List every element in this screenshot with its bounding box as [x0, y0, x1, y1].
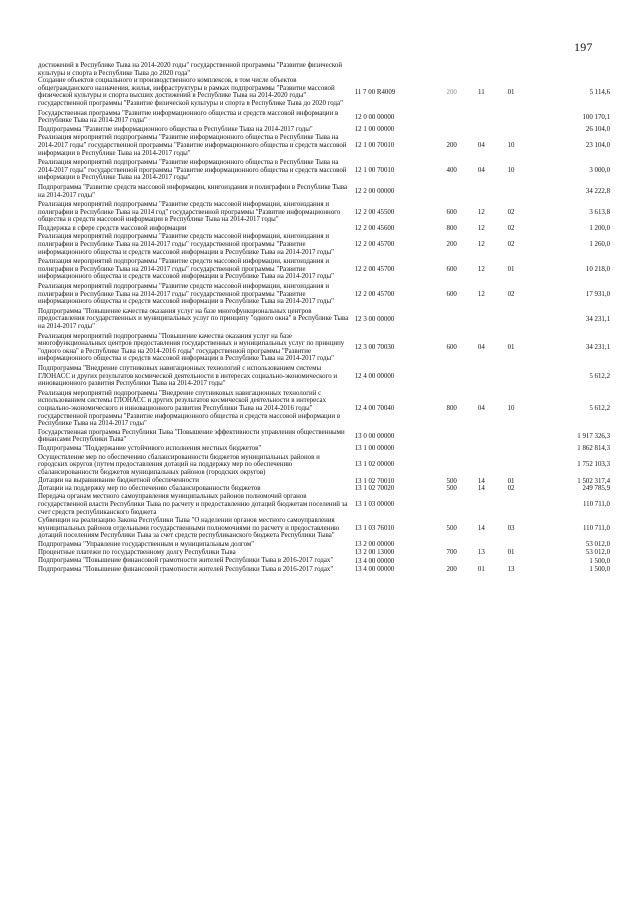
row-subsection: 02: [507, 290, 515, 298]
row-subsection: 02: [507, 241, 515, 249]
row-name: Подпрограмма "Развитие информационного общества в Республике Тыва на 2014-2017 годы": [38, 125, 313, 133]
row-name: Реализация мероприятий подпрограммы "Развитие средств массовой информации, книгоиздания и полиграфии в Республике Тыва на 2014 год" государственной программы "Развитие информационного общества и средств массовой информации в Республике Тыва на 2014-2017 годы": [38, 201, 341, 224]
row-name: Реализация мероприятий подпрограммы "Развитие средств массовой информации, книгоиздания и полиграфии в Республике Тыва на 2014-2017 годы" государственной программы "Развитие информационного общества и средств массовой информации в Республике Тыва на 2014-2017 годы": [38, 233, 334, 256]
table-row: [38, 77, 610, 107]
row-section: 04: [477, 167, 485, 175]
row-code: 13 0 00 00000: [354, 432, 395, 440]
row-code: 13 1 02 00000: [354, 461, 395, 469]
row-amount: 53 012,0: [585, 548, 611, 556]
row-name: Государственная программа "Развитие информационного общества и средств массовой информации в Республике Тыва на 2014-2017 годы": [38, 109, 339, 125]
row-amount: 34 231,1: [585, 315, 611, 323]
row-amount: 249 785,9: [582, 485, 611, 493]
row-section: 04: [477, 405, 485, 413]
row-amount: 23 104,0: [585, 142, 611, 150]
row-section: 04: [477, 344, 485, 352]
table-row: [38, 429, 610, 444]
row-code: 13 4 00 00000: [354, 557, 395, 565]
row-section: 14: [477, 477, 485, 485]
row-amount: 1 917 326,3: [577, 432, 611, 440]
table-row: [38, 110, 610, 125]
row-section: 04: [477, 142, 485, 150]
row-subsection: 02: [507, 208, 515, 216]
row-section: 13: [477, 548, 485, 556]
row-name: Реализация мероприятий подпрограммы "Повышение качества оказания услуг на базе многофункциональных центров предоставления государственных и муниципальных услуг по принципу "одного окна" в Республике Тыва на 2014-2016 годы" государственной программы "Развитие информационного общества и средств массовой информации в Республике Тыва на 2014-2017 годы": [38, 332, 345, 363]
row-expense-type: 200: [446, 142, 457, 150]
row-amount: 1 260,0: [589, 241, 611, 249]
row-amount: 3 613,8: [589, 208, 611, 216]
table-row: [38, 365, 610, 388]
table-row: [38, 225, 610, 233]
row-name: Осуществление мер по обеспечению сбалансированности бюджетов муниципальных районов и городских округов (путем предоставления дотаций на поддержку мер по обеспечению сбалансированности бюджетов муниципальных районов (городских округов): [38, 453, 320, 476]
row-amount: 100 170,1: [582, 113, 611, 121]
row-expense-type: 600: [446, 344, 457, 352]
row-expense-type: 500: [446, 525, 457, 533]
row-code: 12 1 00 70010: [354, 142, 395, 150]
row-amount: 1 500,0: [589, 566, 611, 574]
row-name: Реализация мероприятий подпрограммы "Развитие информационного общества в Республике Тыва на 2014-2017 годы" государственной программы "Развитие информационного общества и средств массовой информации в Республике Тыва на 2014-2017 годы": [38, 134, 347, 157]
row-code: 12 2 00 45700: [354, 266, 395, 274]
row-code: 12 4 00 00000: [354, 372, 395, 380]
table-row: [38, 390, 610, 428]
row-section: 12: [477, 208, 485, 216]
row-section: 11: [478, 88, 485, 96]
row-amount: 1 500,0: [589, 557, 611, 565]
row-name: Государственная программа Республики Тыва "Повышение эффективности управления общественными финансами Республики Тыва": [38, 428, 345, 444]
row-code: 13 1 03 00000: [354, 501, 395, 509]
table-row: [38, 517, 610, 540]
row-amount: 26 104,0: [585, 126, 611, 134]
row-expense-type: 700: [446, 548, 457, 556]
table-row: [38, 566, 610, 574]
row-section: 14: [477, 525, 485, 533]
budget-table: [38, 62, 610, 573]
row-amount: 1 502 317,4: [577, 477, 611, 485]
table-row: [38, 258, 610, 281]
table-row: [38, 333, 610, 363]
row-amount: 5 612,2: [589, 372, 611, 380]
table-row: [38, 485, 610, 493]
row-expense-type: 200: [446, 88, 457, 96]
row-name: Подпрограмма "Повышение качества оказания услуг на базе многофункциональных центров предоставления государственных и муниципальных услуг по принципу "одного окна" в Республике Тыва на 2014-2017 годы": [38, 307, 349, 330]
row-amount: 1 862 814,3: [577, 445, 611, 453]
row-expense-type: 500: [446, 477, 457, 485]
table-row: [38, 134, 610, 157]
table-row: [38, 454, 610, 477]
row-amount: 5 114,6: [589, 88, 611, 96]
row-section: 12: [477, 290, 485, 298]
row-subsection: 02: [507, 485, 515, 493]
table-row: [38, 233, 610, 256]
row-subsection: 02: [507, 225, 515, 233]
row-name: Подпрограмма "Поддержание устойчивого исполнения местных бюджетов": [38, 444, 262, 452]
row-name: Передача органам местного самоуправления муниципальных районов полномочий органов государственной власти Республики Тыва по расчету и предоставлению дотаций бюджетам поселений за счет средств республиканского бюджета: [38, 493, 348, 516]
row-code: 13 2 00 13000: [354, 548, 395, 556]
row-expense-type: 500: [446, 485, 457, 493]
row-name: Реализация мероприятий подпрограммы "Внедрение спутниковых навигационных технологий с использованием системы ГЛОНАСС и других результатов космической деятельности в интересах социально-экономического и инновационного развития Республики Тыва на 2014-2016 годы" государственной программы "Развитие информационного общества и средств массовой информации в Республике Тыва на 2014-2017 годы": [38, 389, 341, 428]
table-row: [38, 477, 610, 485]
row-subsection: 13: [507, 566, 515, 574]
row-amount: 110 711,0: [582, 501, 611, 509]
row-code: 12 2 00 45500: [354, 208, 395, 216]
row-expense-type: 200: [446, 241, 457, 249]
table-row: [38, 62, 610, 77]
table-row: [38, 126, 610, 134]
row-section: 12: [477, 266, 485, 274]
row-amount: 5 612,2: [589, 405, 611, 413]
row-code: 11 7 00 R4009: [354, 88, 396, 96]
row-subsection: 01: [507, 548, 515, 556]
row-name: Реализация мероприятий подпрограммы "Развитие информационного общества в Республике Тыва на 2014-2017 годы" государственной программы "Развитие информационного общества и средств массовой информации в Республике Тыва на 2014-2017 годы": [38, 159, 347, 182]
row-section: 01: [477, 566, 485, 574]
row-subsection: 03: [507, 525, 515, 533]
row-code: 12 1 00 70010: [354, 167, 395, 175]
row-name: Подпрограмма "Повышение финансовой грамотности жителей Республики Тыва в 2016-2017 годах": [38, 565, 334, 573]
row-name: достижений в Республике Тыва на 2014-2020 годы" государственной программы "Развитие физической культуры и спорта в Республике Тыва до 2020 года": [38, 62, 343, 77]
row-name: Дотации на поддержку мер по обеспечению сбалансированности бюджетов: [38, 484, 261, 492]
row-expense-type: 200: [446, 566, 457, 574]
row-expense-type: 600: [446, 208, 457, 216]
row-code: 13 1 00 00000: [354, 445, 395, 453]
row-subsection: 01: [507, 344, 515, 352]
row-amount: 10 218,0: [585, 266, 611, 274]
row-code: 12 2 00 45600: [354, 225, 395, 233]
row-code: 12 2 00 45700: [354, 241, 395, 249]
row-name: Реализация мероприятий подпрограммы "Развитие средств массовой информации, книгоиздания и полиграфии в Республике Тыва на 2014-2017 годы" государственной программы "Развитие информационного общества и средств массовой информации в Республике Тыва на 2014-2017 годы": [38, 283, 334, 306]
row-name: Создание объектов социального и производственного комплексов, в том числе объектов общегражданского назначения, жилья, инфраструктуры в рамках подпрограммы "Развитие массовой физической культуры и спорта высших достижений в Республике Тыва на 2014-2020 годы" государственной программы "Развитие физической культуры и спорта в Республике Тыва до 2020 года": [38, 77, 343, 107]
table-row: [38, 541, 610, 549]
row-code: 13 1 03 76010: [354, 525, 395, 533]
row-subsection: 10: [507, 405, 515, 413]
row-amount: 1 752 103,3: [577, 461, 611, 469]
row-name: Дотации на выравнивание бюджетной обеспеченности: [38, 477, 199, 485]
table-row: [38, 159, 610, 182]
row-amount: 17 931,0: [585, 290, 611, 298]
row-amount: 34 222,8: [585, 188, 611, 195]
row-section: 12: [477, 225, 485, 233]
table-row: [38, 549, 610, 557]
row-code: 13 4 00 00000: [354, 566, 395, 574]
row-name: Процентные платежи по государственному долгу Республики Тыва: [38, 548, 236, 556]
row-code: 12 4 00 70040: [354, 405, 395, 413]
row-code: 12 2 00 00000: [354, 188, 395, 195]
row-code: 12 3 00 70030: [354, 344, 395, 352]
row-expense-type: 800: [446, 405, 457, 413]
row-name: Подпрограмма "Внедрение спутниковых навигационных технологий с использованием системы ГЛОНАСС и других результатов космической деятельности в интересах социально-экономического и инновационного развития Республики Тыва на 2014-2017 годы": [38, 364, 338, 388]
row-amount: 34 231,1: [585, 344, 611, 352]
row-section: 14: [477, 485, 485, 493]
table-row: [38, 445, 610, 453]
row-code: 13 1 02 70010: [354, 477, 395, 485]
row-name: Поддержка в сфере средств массовой информации: [38, 224, 187, 232]
table-row: [38, 557, 610, 565]
row-subsection: 01: [507, 477, 515, 485]
row-section: 12: [477, 241, 485, 249]
row-name: Реализация мероприятий подпрограммы "Развитие средств массовой информации, книгоиздания и полиграфии в Республике Тыва на 2014-2017 годы" государственной программы "Развитие информационного общества и средств массовой информации в Республике Тыва на 2014-2017 годы": [38, 258, 334, 281]
row-amount: 3 000,0: [589, 167, 611, 175]
page-number: 197: [574, 40, 593, 54]
row-code: 12 3 00 00000: [354, 315, 395, 323]
row-amount: 53 012,0: [585, 541, 611, 549]
row-expense-type: 800: [446, 225, 457, 233]
table-row: [38, 283, 610, 306]
row-subsection: 01: [507, 88, 515, 96]
table-row: [38, 201, 610, 224]
row-name: Субвенции на реализацию Закона Республики Тыва "О наделении органов местного самоуправления муниципальных районов отдельными государственными полномочиями по расчету и предоставлению дотаций поселениям Республики Тыва за счет средств республиканского бюджета Республики Тыва": [38, 517, 340, 540]
row-subsection: 10: [507, 142, 515, 150]
table-row: [38, 308, 610, 331]
table-row: [38, 493, 610, 516]
row-expense-type: 600: [446, 290, 457, 298]
row-code: 13 2 00 00000: [354, 541, 395, 549]
row-expense-type: 600: [446, 266, 457, 274]
row-amount: 110 711,0: [582, 525, 611, 533]
row-amount: 1 200,0: [589, 225, 611, 233]
row-code: 12 2 00 45700: [354, 290, 395, 298]
row-name: Подпрограмма "Развитие средств массовой информации, книгоиздания и полиграфии в Республике Тыва на 2014-2017 годы": [38, 183, 348, 199]
row-code: 13 1 02 70020: [354, 485, 395, 493]
row-subsection: 10: [507, 167, 515, 175]
row-name: Подпрограмма "Управление государственным и муниципальным долгом": [38, 541, 255, 549]
row-name: Подпрограмма "Повышение финансовой грамотности жителей Республики Тыва в 2016-2017 годах": [38, 557, 334, 565]
row-code: 12 0 00 00000: [354, 113, 395, 121]
table-row: [38, 184, 610, 199]
row-expense-type: 400: [446, 167, 457, 175]
row-code: 12 1 00 00000: [354, 126, 395, 134]
row-subsection: 01: [507, 266, 515, 274]
